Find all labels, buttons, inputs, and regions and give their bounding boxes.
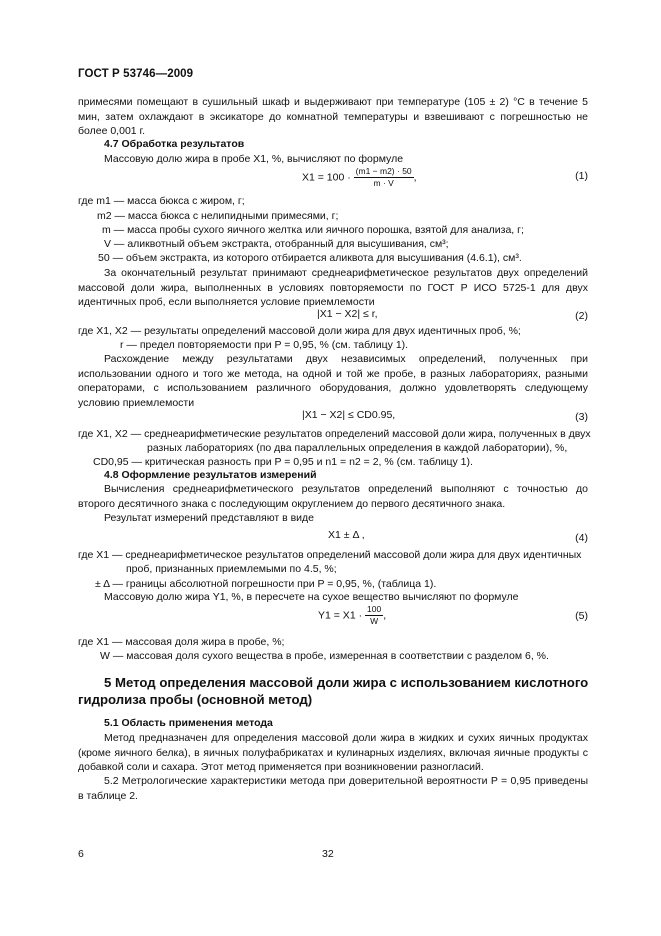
section-5-1-paragraph: Метод предназначен для определения массовой доли жира в жидких и сухих яичных продуктах (кроме яичного белка), в яичных полуфабрикатах и кулинарных изделиях, включая яичные продукты с добавкой соли и сахара. Этот метод применяется при возникновении разногласий. [78,732,588,773]
equation-1 [302,166,417,189]
eq5-fraction [365,604,383,627]
eq4-number: (4) [575,532,588,544]
where1-line-1: где m1 — масса бюкса с жиром, г; [78,195,245,207]
page-number-left: 6 [78,848,84,860]
where5-line-2: W — массовая доля сухого вещества в пробе, измеренная в соответствии с разделом 6, %. [100,650,549,662]
section-5-1-title: 5.1 Область применения метода [104,717,273,729]
dry-basis-paragraph: Массовую долю жира Y1, %, в пересчете на сухое вещество вычисляют по формуле [104,591,519,603]
where3-line-2: разных лабораториях (по два параллельных определения в каждой лаборатории), %, [147,442,568,454]
eq3-number: (3) [575,411,588,423]
eq1-number: (1) [575,170,588,182]
result-form-paragraph: Результат измерений представляют в виде [104,512,314,524]
eq2-number: (2) [575,310,588,322]
equation-4: X1 ± Δ , [328,529,365,541]
section-5-title: 5 Метод определения массовой доли жира с использованием кислотного гидролиза пробы (основной метод) [78,675,589,707]
calc-precision-paragraph: Вычисления среднеарифметического результатов определений выполняют с точностью до второго десятичного знака с последующим округлением до первого десятичного знака. [78,483,588,510]
final-result-paragraph: За окончательный результат принимают среднеарифметическое результатов двух определений массовой доли жира, выполненных в условиях повторяемости по ГОСТ Р ИСО 5725-1 для двух идентичных проб, если выполняется условие приемлемости [78,267,588,308]
section-4-7-title: 4.7 Обработка результатов [104,138,245,150]
eq5-lhs: Y1 = X1 · [318,609,363,622]
where1-line-2: m2 — масса бюкса с нелипидными примесями, г; [97,210,339,222]
eq1-tail: , [413,171,417,184]
section-5-2-paragraph: 5.2 Метрологические характеристики метода при доверительной вероятности P = 0,95 приведены в таблице 2. [78,775,588,802]
eq5-tail: , [383,609,387,622]
eq1-lhs: X1 = 100 · [302,171,351,184]
where4-line-3: ± Δ — границы абсолютной погрешности при P = 0,95, %, (таблица 1). [95,578,437,590]
eq5-denominator: W [370,616,379,626]
page-number-center: 32 [322,848,334,860]
equation-2: |X1 − X2| ≤ r, [317,308,378,320]
where5-line-1: где X1 — массовая доля жира в пробе, %; [78,636,285,648]
document-header: ГОСТ Р 53746—2009 [78,68,194,80]
equation-3: |X1 − X2| ≤ CD0.95, [302,409,396,421]
discrepancy-paragraph: Расхождение между результатами двух независимых определений, полученных при использовании одного и того же метода, на одной и той же пробе, в разных лабораториях, разными операторами, с использованием различного оборудования, должно удовлетворять следующему условию приемлемости [78,353,588,409]
where1-line-5: 50 — объем экстракта, из которого отбирается аликвота для высушивания (4.6.1), см³. [98,252,522,264]
where3-line-1: где X1, X2 — среднеарифметические результатов определений массовой доли жира, полученных в двух [78,428,591,440]
intro-paragraph: примесями помещают в сушильный шкаф и выдерживают при температуре (105 ± 2) °С в течение 5 мин, затем охлаждают в эксикаторе до комнатной температуры и взвешивают с погрешностью не более 0,001 г. [78,96,588,137]
section-4-7-intro: Массовую долю жира в пробе X1, %, вычисляют по формуле [104,153,404,165]
where2-line-1: где X1, X2 — результаты определений массовой доли жира для двух идентичных проб, %; [78,325,521,337]
where1-line-3: m — масса пробы сухого яичного желтка или яичного порошка, взятой для анализа, г; [102,224,524,236]
where1-line-4: V — аликвотный объем экстракта, отобранный для высушивания, см³; [104,238,449,250]
eq1-numerator: (m1 − m2) · 50 [355,166,412,176]
section-4-8-title: 4.8 Оформление результатов измерений [104,469,317,481]
where4-line-1: где X1 — среднеарифметическое результатов определений массовой доли жира для двух идентичных [78,549,582,561]
eq1-denominator: m · V [373,178,394,188]
eq1-fraction [354,166,414,189]
where2-line-2: r — предел повторяемости при P = 0,95, % (см. таблицу 1). [120,339,409,351]
eq5-numerator: 100 [367,604,382,614]
equation-5 [318,604,386,627]
where4-line-2: проб, признанных приемлемыми по 4.5, %; [126,563,337,575]
eq5-number: (5) [575,610,588,622]
where3-line-3: CD0,95 — критическая разность при P = 0,95 и n1 = n2 = 2, % (см. таблицу 1). [93,456,473,468]
